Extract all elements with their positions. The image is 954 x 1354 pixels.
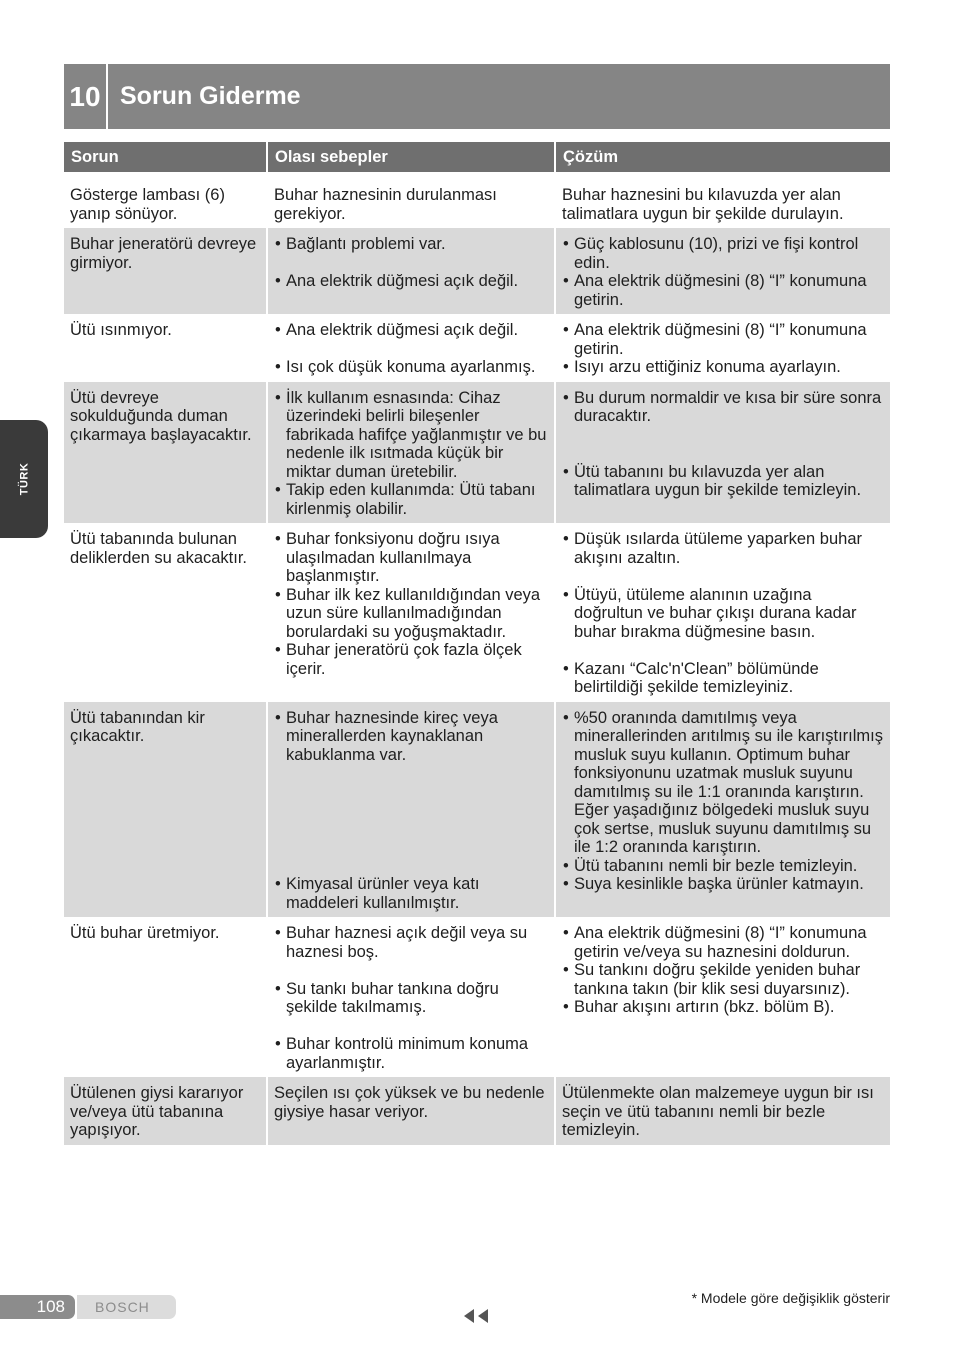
cause-item: • Kimyasal ürünler veya katı maddeleri kullanılmıştır. [274,875,548,912]
column-header-solution: Çözüm [555,142,890,172]
problem-cell: Ütü tabanında bulunan deliklerden su akacaktır. [70,530,248,567]
problem-cell: Ütü tabanından kir çıkacaktır. [64,702,267,918]
solution-cell [555,314,890,382]
cause-item: • Isı çok düşük konuma ayarlanmış. [274,358,548,377]
solution-cell [555,702,890,918]
chapter-number: 10 [64,64,108,129]
solution-cell [555,228,890,314]
cause-item: • Bağlantı problemi var. [274,235,548,254]
cause-cell [267,523,555,702]
column-header-problem: Sorun [64,142,267,172]
solution-cell [555,523,890,702]
solution-item: • Suya kesinlikle başka ürünler katmayın. [562,875,884,894]
table-row [64,314,890,382]
brand-name: BOSCH [95,1299,150,1315]
solution-item: • Düşük ısılarda ütüleme yaparken buhar akışını azaltın. [562,530,884,567]
solution-cell [555,917,890,1077]
solution-item: • Ütüyü, ütüleme alanının uzağına doğrultun ve buhar çıkışı durana kadar buhar bırakma düğmesine basın. [562,586,884,642]
problem-cell: Buhar jeneratörü devreye girmiyor. [64,228,267,314]
column-header-causes: Olası sebepler [267,142,555,172]
footnote: * Modele göre değişiklik gösterir [691,1290,890,1306]
cause-item: • Buhar haznesi açık değil veya su haznesi boş. [274,924,548,961]
cause-item: • Takip eden kullanımda: Ütü tabanı kirlenmiş olabilir. [274,481,548,518]
solution-item: • Ana elektrik düğmesini (8) “I” konumuna getirin. [562,321,884,358]
double-left-arrow-icon[interactable] [462,1307,490,1325]
solution-item: • Güç kablosunu (10), prizi ve fişi kontrol edin. [562,235,884,272]
problem-cell: Ütü ısınmıyor. [70,321,172,339]
table-header-row [64,142,890,172]
troubleshooting-table [64,142,890,1145]
cause-item: • İlk kullanım esnasında: Cihaz üzerindeki belirli bileşenler fabrikada hafifçe yağlanmıştır ve bu nedenle ilk ısıtmada küçük bir miktar duman üretebilir. [274,389,548,482]
solution-item: • Ütü tabanını nemli bir bezle temizleyin. [562,857,884,876]
cause-item: • Ana elektrik düğmesi açık değil. [274,321,548,340]
cause-cell [267,917,555,1077]
cause-cell [267,702,555,918]
table-row [64,1077,890,1145]
table-row [64,702,890,918]
cause-item: • Buhar fonksiyonu doğru ısıya ulaşılmadan kullanılmaya başlanmıştır. [274,530,548,586]
solution-item: • Isıyı arzu ettiğiniz konuma ayarlayın. [562,358,884,377]
problem-cell: Ütü buhar üretmiyor. [70,924,220,942]
brand-tab [77,1295,176,1319]
solution-item: • Ana elektrik düğmesini (8) “I” konumuna getirin. [562,272,884,309]
cause-item: • Buhar kontrolü minimum konuma ayarlanmıştır. [274,1035,548,1072]
solution-item: • Buhar akışını artırın (bkz. bölüm B). [562,998,884,1017]
solution-item: • %50 oranında damıtılmış veya minerallerinden arıtılmış su ile karıştırılmış musluk suyu kullanın. Optimum buhar fonksiyonunu uzatmak musluk suyunu damıtılmış su ile 1:1 oranında karıştırın. Eğer yaşadığınız bölgedeki musluk suyu çok sertse, musluk suyunu damıtılmış su ile 1:2 oranında karıştırın. [562,709,884,857]
cause-item: • Su tankı buhar tankına doğru şekilde takılmamış. [274,980,548,1017]
solution-item: • Kazanı “Calc'n'Clean” bölümünde belirtildiği şekilde temizleyiniz. [562,660,884,697]
table-row [64,228,890,314]
cause-item: • Buhar jeneratörü çok fazla ölçek içerir. [274,641,548,678]
language-side-tab [0,420,48,538]
table-row [64,382,890,524]
language-label: TÜRK [18,462,30,496]
cause-cell: Buhar haznesinin durulanması gerekiyor. [267,179,555,228]
cause-item: • Ana elektrik düğmesi açık değil. [274,272,548,291]
cause-item: • Buhar haznesinde kireç veya minerallerden kaynaklanan kabuklanma var. [274,709,548,765]
solution-cell [555,382,890,524]
problem-cell: Ütülenen giysi kararıyor ve/veya ütü tabanına yapışıyor. [64,1077,267,1145]
table-row [64,179,890,228]
problem-cell: Gösterge lambası (6) yanıp sönüyor. [70,186,225,223]
cause-cell [267,314,555,382]
cause-cell [267,228,555,314]
cause-cell: Seçilen ısı çok yüksek ve bu nedenle giysiye hasar veriyor. [267,1077,555,1145]
chapter-title: Sorun Giderme [120,82,301,110]
page-number-tab [0,1295,75,1319]
solution-item: • Su tankını doğru şekilde yeniden buhar tankına takın (bir klik sesi duyarsınız). [562,961,884,998]
solution-cell: Buhar haznesini bu kılavuzda yer alan talimatlara uygun bir şekilde durulayın. [555,179,890,228]
page-number: 108 [36,1297,65,1316]
solution-item: • Bu durum normaldir ve kısa bir süre sonra duracaktır. [562,389,884,426]
solution-item: • Ütü tabanını bu kılavuzda yer alan talimatlara uygun bir şekilde temizleyin. [562,463,884,500]
cause-item: • Buhar ilk kez kullanıldığından veya uzun süre kullanılmadığından borulardaki su yoğuşmaktadır. [274,586,548,642]
table-row [64,917,890,1077]
chapter-header [64,64,890,129]
table-row [64,523,890,702]
cause-cell [267,382,555,524]
solution-cell: Ütülenmekte olan malzemeye uygun bir ısı seçin ve ütü tabanını nemli bir bezle temizleyin. [555,1077,890,1145]
problem-cell: Ütü devreye sokulduğunda duman çıkarmaya başlayacaktır. [64,382,267,524]
solution-item: • Ana elektrik düğmesini (8) “I” konumuna getirin ve/veya su haznesini doldurun. [562,924,884,961]
